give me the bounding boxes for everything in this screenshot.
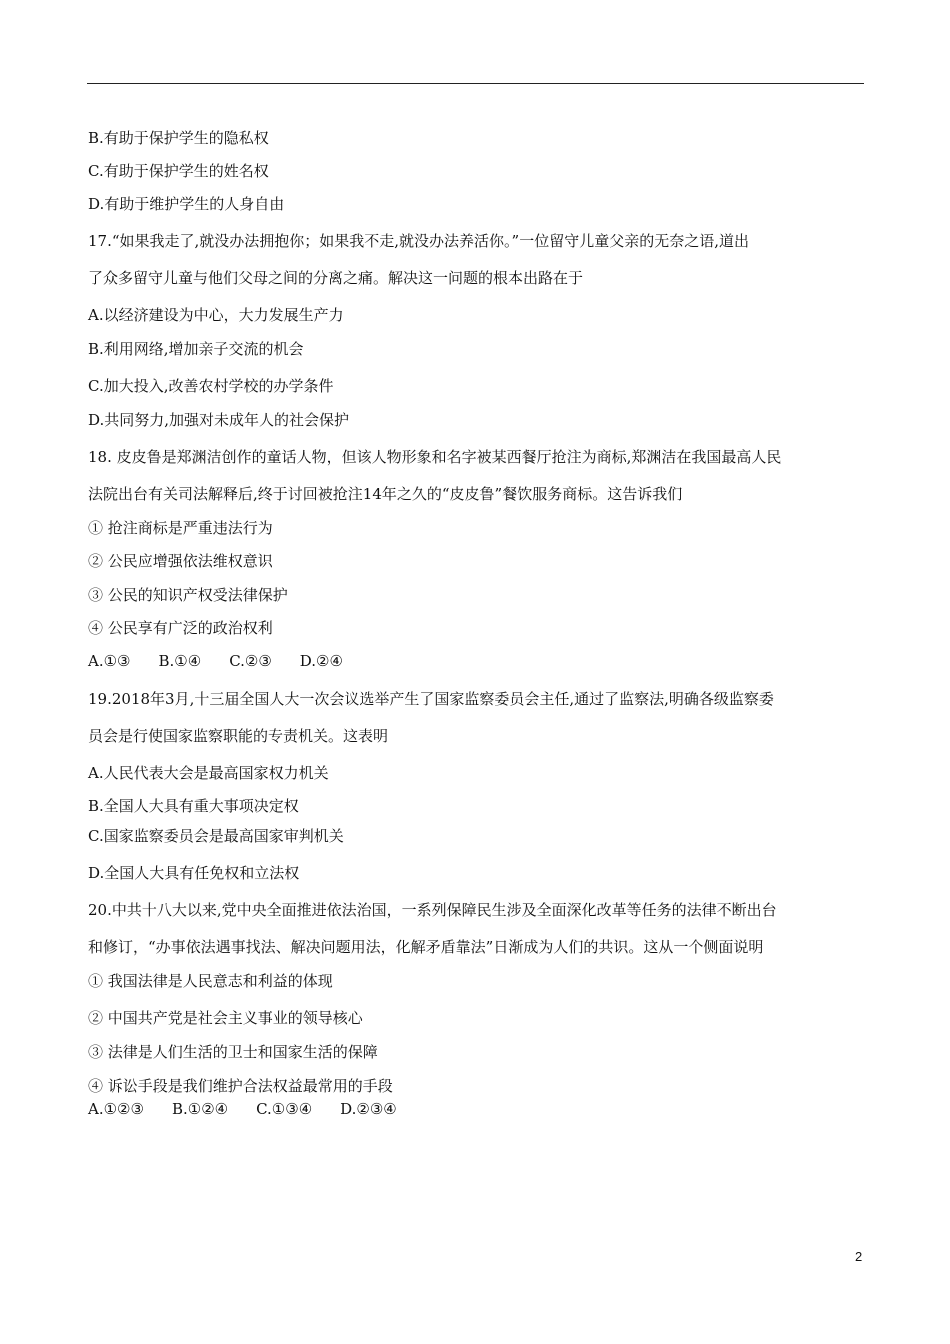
q19-stem-line: 员会是行使国家监察职能的专责机关。这表明 [88, 727, 389, 745]
q18-statement-4: ④ 公民享有广泛的政治权利 [88, 619, 273, 637]
q18-choice-a: A.①③ [88, 652, 131, 670]
q18-statement-3: ③ 公民的知识产权受法律保护 [88, 586, 288, 604]
q18-choices [88, 651, 371, 671]
page-number: 2 [855, 1249, 863, 1264]
q20-choices [88, 1099, 425, 1119]
q19-option-d: D.全国人大具有任免权和立法权 [88, 864, 300, 882]
q18-statement-1: ① 抢注商标是严重违法行为 [88, 519, 273, 537]
header-rule [87, 83, 864, 84]
q20-choice-c: C.①③④ [256, 1100, 313, 1118]
q17-option-b: B.利用网络,增加亲子交流的机会 [88, 340, 304, 358]
option-b: B.有助于保护学生的隐私权 [88, 129, 269, 147]
q17-stem-line: 了众多留守儿童与他们父母之间的分离之痛。解决这一问题的根本出路在于 [88, 269, 584, 287]
q18-choice-c: C.②③ [229, 652, 272, 670]
q19-option-a: A.人民代表大会是最高国家权力机关 [88, 764, 329, 782]
q20-statement-4: ④ 诉讼手段是我们维护合法权益最常用的手段 [88, 1077, 393, 1095]
q20-statement-1: ① 我国法律是人民意志和利益的体现 [88, 972, 333, 990]
q17-option-d: D.共同努力,加强对未成年人的社会保护 [88, 411, 350, 429]
q19-stem-line: 19.2018年3月,十三届全国人大一次会议选举产生了国家监察委员会主任,通过了监察法,明确各级监察委 [88, 690, 774, 708]
q18-stem-line: 18. 皮皮鲁是郑渊洁创作的童话人物，但该人物形象和名字被某西餐厅抢注为商标,郑渊洁在我国最高人民 [88, 448, 782, 466]
q20-statement-3: ③ 法律是人们生活的卫士和国家生活的保障 [88, 1043, 378, 1061]
q17-option-a: A.以经济建设为中心，大力发展生产力 [88, 306, 344, 324]
option-d: D.有助于维护学生的人身自由 [88, 195, 285, 213]
q18-stem-line: 法院出台有关司法解释后,终于讨回被抢注14年之久的“皮皮鲁”餐饮服务商标。这告诉我们 [88, 485, 683, 503]
q18-choice-b: B.①④ [158, 652, 202, 670]
option-c: C.有助于保护学生的姓名权 [88, 162, 269, 180]
q20-choice-d: D.②③④ [340, 1100, 397, 1118]
q17-option-c: C.加大投入,改善农村学校的办学条件 [88, 377, 334, 395]
q20-stem-line: 20.中共十八大以来,党中央全面推进依法治国，一系列保障民生涉及全面深化改革等任务的法律不断出台 [88, 901, 777, 919]
q20-statement-2: ② 中国共产党是社会主义事业的领导核心 [88, 1009, 363, 1027]
q17-stem-line: 17.“如果我走了,就没办法拥抱你；如果我不走,就没办法养活你。”一位留守儿童父亲的无奈之语,道出 [88, 232, 750, 250]
q19-option-b: B.全国人大具有重大事项决定权 [88, 797, 299, 815]
q19-option-c: C.国家监察委员会是最高国家审判机关 [88, 827, 344, 845]
q20-choice-b: B.①②④ [171, 1100, 229, 1118]
q20-choice-a: A.①②③ [88, 1100, 144, 1118]
q18-statement-2: ② 公民应增强依法维权意识 [88, 552, 273, 570]
q18-choice-d: D.②④ [299, 652, 343, 670]
q20-stem-line: 和修订，“办事依法遇事找法、解决问题用法，化解矛盾靠法”日渐成为人们的共识。这从一个侧面说明 [88, 938, 764, 956]
